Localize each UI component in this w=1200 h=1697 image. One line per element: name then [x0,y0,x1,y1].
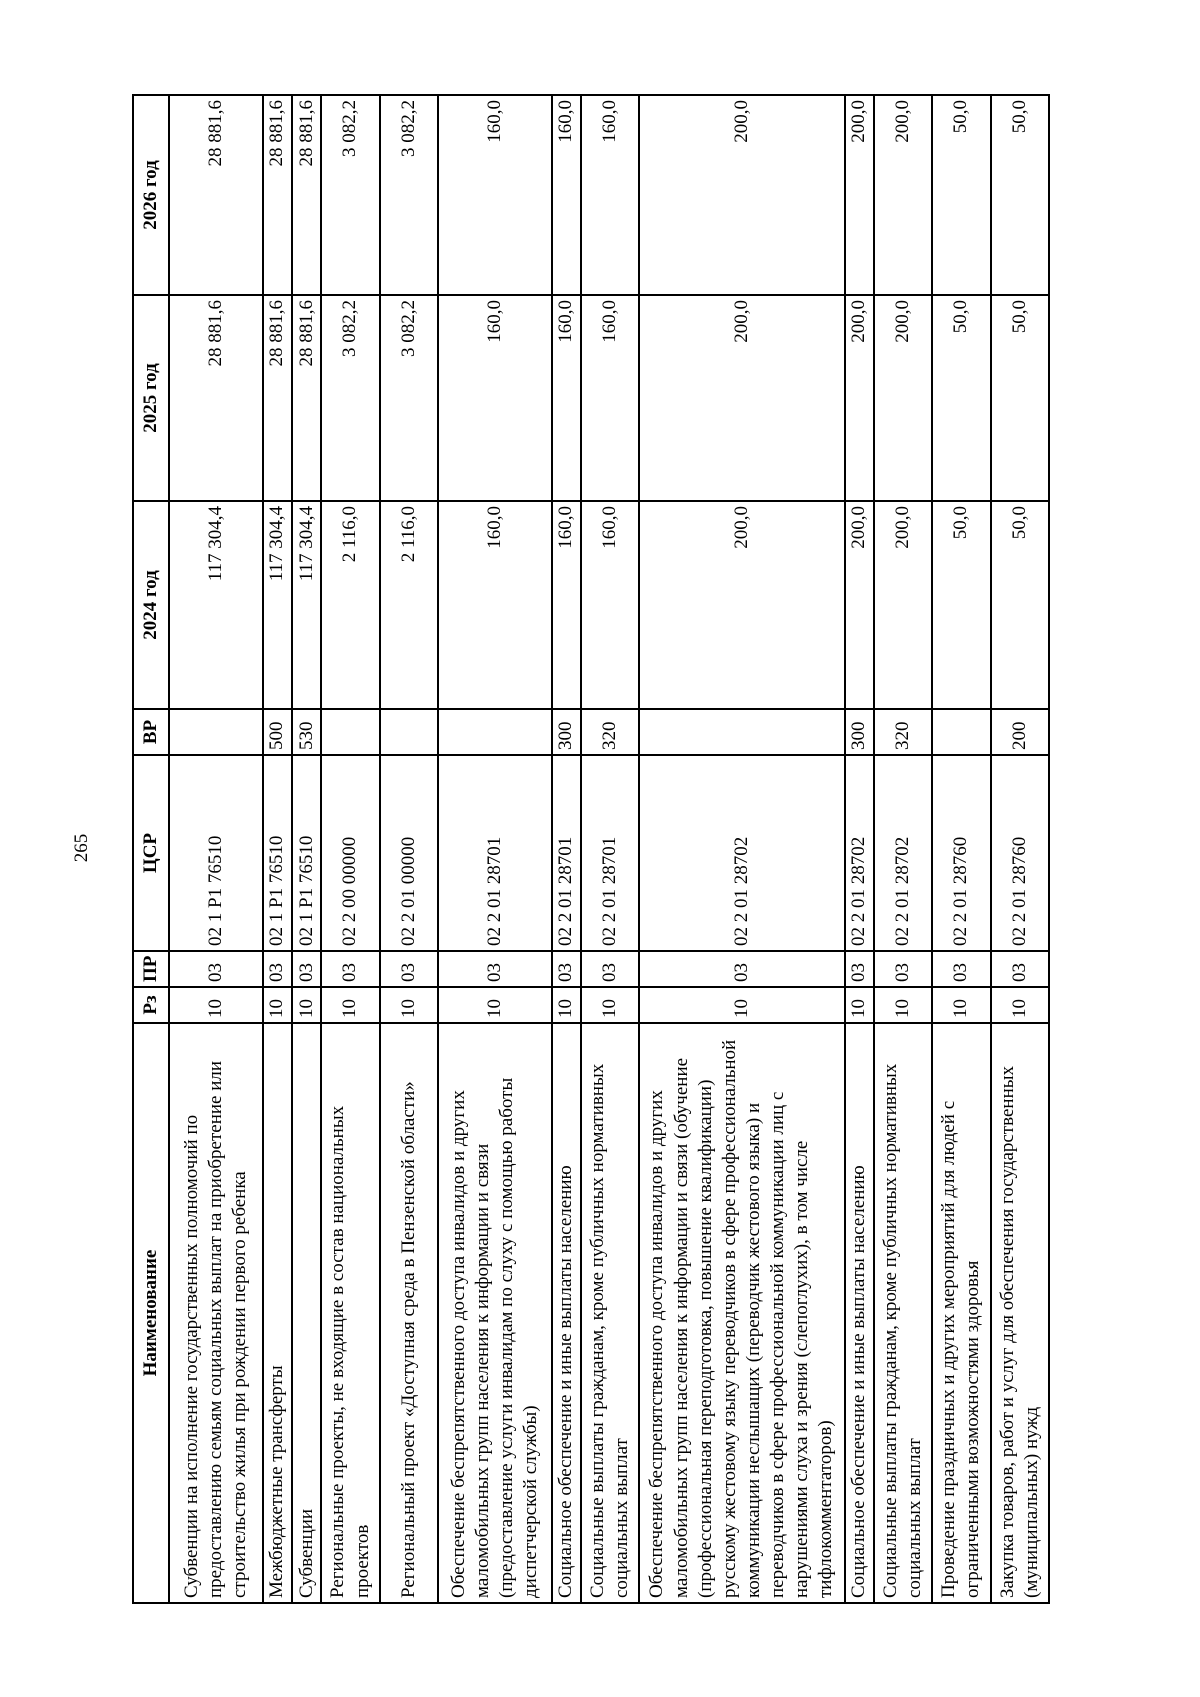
cell-2026: 160,0 [552,95,581,295]
table-row [581,95,639,1603]
cell-2025: 160,0 [581,295,639,501]
cell-pr: 03 [292,951,321,987]
cell-rz: 10 [845,987,874,1023]
cell-pr: 03 [380,951,438,987]
header-2026: 2026 год [133,95,169,295]
cell-rz: 10 [263,987,292,1023]
table-row [169,95,263,1603]
cell-name: Субвенции на исполнение государственных полномочий по предоставлению семьям социальных выплат на приобретение или строительство жилья при рождении первого ребенка [169,1023,263,1603]
cell-pr: 03 [639,951,844,987]
cell-2026: 28 881,6 [169,95,263,295]
cell-csr: 02 2 01 28701 [581,755,639,951]
cell-csr: 02 2 01 28702 [845,755,874,951]
cell-csr: 02 2 01 00000 [380,755,438,951]
rotated-table-container [132,96,1050,1604]
cell-2026: 50,0 [932,95,990,295]
cell-2025: 28 881,6 [292,295,321,501]
cell-vr: 200 [991,709,1049,755]
cell-vr [932,709,990,755]
header-2024: 2024 год [133,501,169,709]
cell-pr: 03 [263,951,292,987]
cell-csr: 02 1 Р1 76510 [292,755,321,951]
cell-2026: 200,0 [845,95,874,295]
cell-vr: 530 [292,709,321,755]
table-row [991,95,1049,1603]
cell-2024: 2 116,0 [321,501,379,709]
cell-rz: 10 [321,987,379,1023]
table-row [292,95,321,1603]
cell-csr: 02 2 01 28702 [639,755,844,951]
cell-vr [639,709,844,755]
cell-vr [438,709,552,755]
cell-2024: 50,0 [991,501,1049,709]
cell-vr [169,709,263,755]
table-row [845,95,874,1603]
cell-vr: 300 [552,709,581,755]
table-row [380,95,438,1603]
cell-rz: 10 [581,987,639,1023]
cell-name: Обеспечение беспрепятственного доступа инвалидов и других маломобильных групп населения к информации и связи (предоставление услуги инвалидам по слуху с помощью работы диспетчерской службы) [438,1023,552,1603]
cell-name: Обеспечение беспрепятственного доступа инвалидов и других маломобильных групп населения к информации и связи (обучение (профессиональная переподготовка, повышение квалификации) русскому жестовому языку переводчиков в сфере профессиональной коммуникации неслышащих (переводчик жестового языка) и переводчиков в сфере профессиональной коммуникации лиц с нарушениями слуха и зрения (слепоглухих), в том числе тифлокомментаторов) [639,1023,844,1603]
cell-csr: 02 1 Р1 76510 [169,755,263,951]
cell-name: Субвенции [292,1023,321,1603]
table-row [874,95,932,1603]
table-row [639,95,844,1603]
cell-pr: 03 [932,951,990,987]
cell-vr: 500 [263,709,292,755]
cell-pr: 03 [552,951,581,987]
cell-2026: 200,0 [874,95,932,295]
cell-csr: 02 2 01 28760 [932,755,990,951]
cell-csr: 02 2 01 28702 [874,755,932,951]
cell-pr: 03 [169,951,263,987]
cell-pr: 03 [581,951,639,987]
cell-name: Социальное обеспечение и иные выплаты населению [552,1023,581,1603]
cell-name: Проведение праздничных и других мероприятий для людей с ограниченными возможностями здоровья [932,1023,990,1603]
cell-2025: 28 881,6 [169,295,263,501]
cell-2026: 160,0 [438,95,552,295]
cell-2026: 50,0 [991,95,1049,295]
cell-name: Социальные выплаты гражданам, кроме публичных нормативных социальных выплат [874,1023,932,1603]
cell-name: Региональные проекты, не входящие в состав национальных проектов [321,1023,379,1603]
cell-2025: 160,0 [552,295,581,501]
cell-pr: 03 [874,951,932,987]
cell-2024: 2 116,0 [380,501,438,709]
cell-rz: 10 [292,987,321,1023]
cell-2024: 200,0 [845,501,874,709]
cell-vr: 320 [874,709,932,755]
table-row [932,95,990,1603]
cell-2026: 28 881,6 [263,95,292,295]
cell-csr: 02 2 01 28701 [438,755,552,951]
cell-2026: 200,0 [639,95,844,295]
cell-vr: 320 [581,709,639,755]
cell-2025: 200,0 [874,295,932,501]
table-row [321,95,379,1603]
cell-2025: 28 881,6 [263,295,292,501]
cell-2024: 117 304,4 [263,501,292,709]
cell-csr: 02 1 Р1 76510 [263,755,292,951]
cell-pr: 03 [845,951,874,987]
cell-pr: 03 [321,951,379,987]
cell-2025: 3 082,2 [321,295,379,501]
cell-name: Межбюджетные трансферты [263,1023,292,1603]
cell-pr: 03 [438,951,552,987]
cell-2024: 200,0 [639,501,844,709]
cell-rz: 10 [169,987,263,1023]
cell-name: Региональный проект «Доступная среда в Пензенской области» [380,1023,438,1603]
header-csr: ЦСР [133,755,169,951]
cell-2024: 160,0 [552,501,581,709]
page-number: 265 [71,833,92,863]
cell-rz: 10 [552,987,581,1023]
cell-2026: 3 082,2 [321,95,379,295]
cell-csr: 02 2 00 00000 [321,755,379,951]
cell-2024: 117 304,4 [292,501,321,709]
cell-pr: 03 [991,951,1049,987]
budget-table [132,94,1050,1604]
cell-rz: 10 [639,987,844,1023]
cell-2025: 3 082,2 [380,295,438,501]
cell-2024: 200,0 [874,501,932,709]
cell-vr [321,709,379,755]
header-2025: 2025 год [133,295,169,501]
cell-2024: 160,0 [438,501,552,709]
cell-2025: 160,0 [438,295,552,501]
cell-2025: 200,0 [639,295,844,501]
cell-rz: 10 [380,987,438,1023]
table-row [552,95,581,1603]
cell-name: Социальное обеспечение и иные выплаты населению [845,1023,874,1603]
cell-vr: 300 [845,709,874,755]
cell-2024: 117 304,4 [169,501,263,709]
cell-2025: 200,0 [845,295,874,501]
cell-csr: 02 2 01 28701 [552,755,581,951]
cell-2025: 50,0 [932,295,990,501]
header-vr: ВР [133,709,169,755]
cell-rz: 10 [438,987,552,1023]
cell-vr [380,709,438,755]
cell-2024: 50,0 [932,501,990,709]
cell-rz: 10 [932,987,990,1023]
table-header-row [133,95,169,1603]
cell-2024: 160,0 [581,501,639,709]
cell-rz: 10 [991,987,1049,1023]
table-row [438,95,552,1603]
cell-2026: 160,0 [581,95,639,295]
header-name: Наименование [133,1023,169,1603]
cell-name: Закупка товаров, работ и услуг для обеспечения государственных (муниципальных) нужд [991,1023,1049,1603]
cell-rz: 10 [874,987,932,1023]
cell-csr: 02 2 01 28760 [991,755,1049,951]
cell-2025: 50,0 [991,295,1049,501]
cell-2026: 3 082,2 [380,95,438,295]
header-rz: Рз [133,987,169,1023]
cell-2026: 28 881,6 [292,95,321,295]
table-row [263,95,292,1603]
cell-name: Социальные выплаты гражданам, кроме публичных нормативных социальных выплат [581,1023,639,1603]
header-pr: ПР [133,951,169,987]
